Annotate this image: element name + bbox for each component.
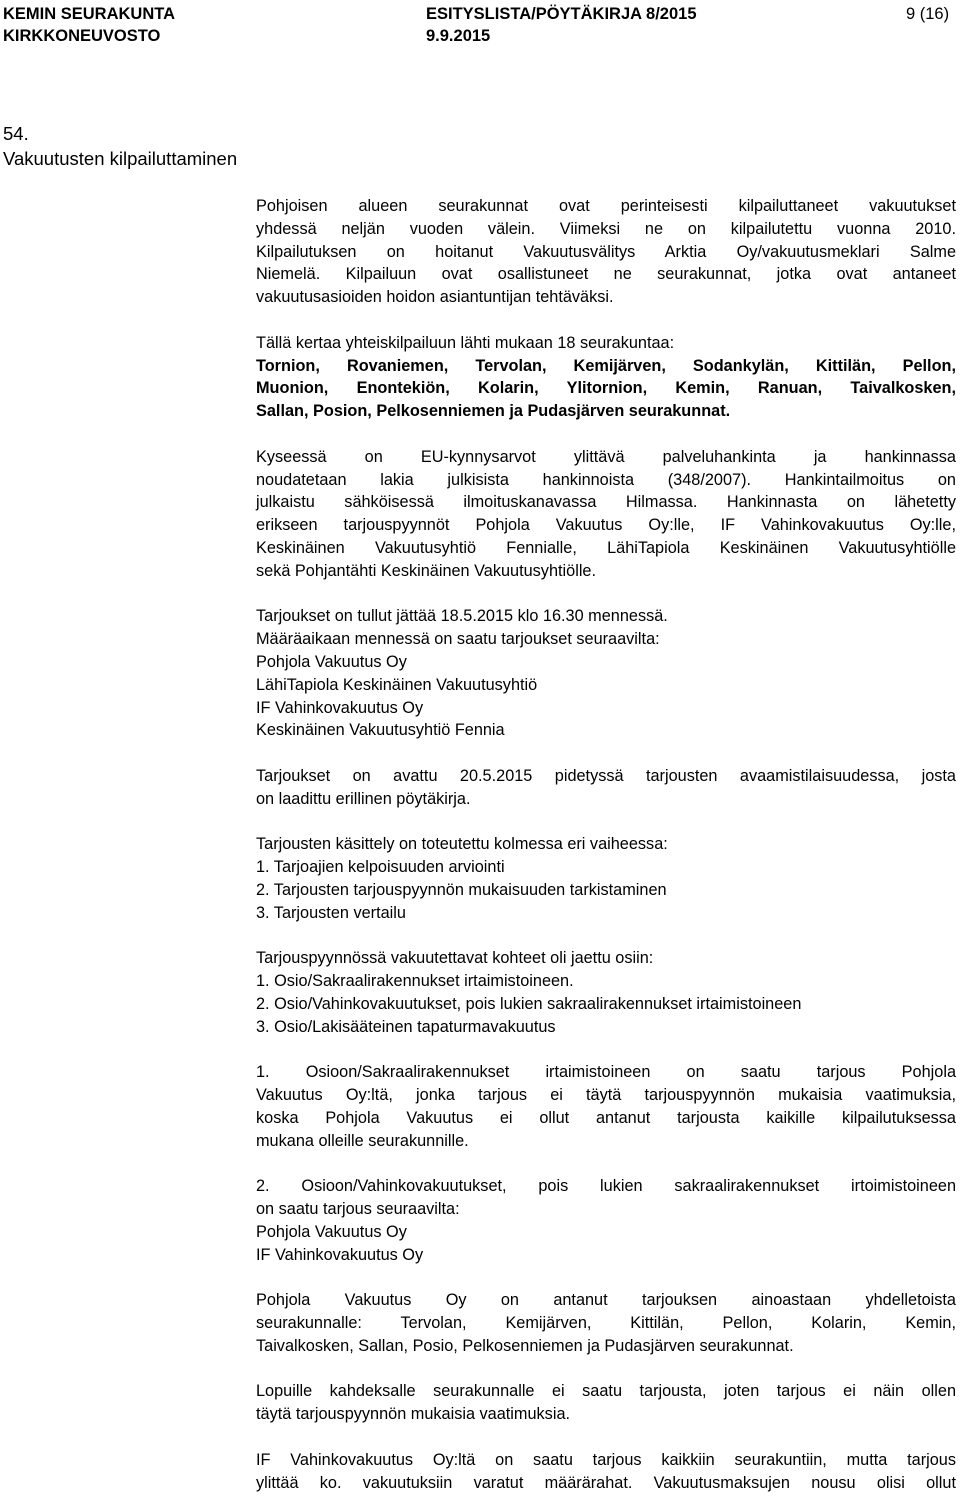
- text-line: on saatu tarjous seuraavilta:: [256, 1200, 460, 1219]
- paragraph-sections: [256, 947, 956, 1038]
- paragraph-phases: [256, 833, 956, 924]
- list-item: 3. Osio/Lakisääteinen tapaturmavakuutus: [256, 1017, 556, 1036]
- text-line: Pohjoisen alueen seurakunnat ovat perinteisesti kilpailuttaneet vakuutukset: [256, 197, 956, 215]
- header-page-number: 9 (16): [906, 5, 950, 23]
- list-item: 1. Tarjoajien kelpoisuuden arviointi: [256, 858, 505, 877]
- text-line: erikseen tarjouspyynnöt Pohjola Vakuutus Oy:lle, IF Vahinkovakuutus Oy:lle,: [256, 516, 956, 535]
- text-line: koska Pohjola Vakuutus ei ollut antanut tarjousta kaikille kilpailutuksessa: [256, 1108, 956, 1127]
- paragraph-background: [256, 195, 956, 309]
- text-line: Pohjola Vakuutus Oy: [256, 652, 407, 671]
- text-line: Keskinäinen Vakuutusyhtiö Fennialle, LähiTapiola Keskinäinen Vakuutusyhtiölle: [256, 538, 956, 557]
- paragraph-opening: [256, 765, 956, 811]
- list-item: 1. Osio/Sakraalirakennukset irtaimistoineen.: [256, 972, 574, 991]
- text-line: noudatetaan lakia julkisista hankinnoista (348/2007). Hankintailmoitus on: [256, 470, 956, 489]
- text-line: Tarjoukset on avattu 20.5.2015 pidetyssä tarjousten avaamistilaisuudessa, josta: [256, 766, 956, 785]
- text-line: LähiTapiola Keskinäinen Vakuutusyhtiö: [256, 675, 538, 694]
- paragraph-participants: [256, 332, 956, 423]
- header-date: 9.9.2015: [426, 27, 491, 45]
- header-body: KIRKKONEUVOSTO: [3, 27, 161, 45]
- document-body: [256, 195, 956, 1494]
- text-line: Pohjola Vakuutus Oy on antanut tarjouksen ainoastaan yhdelletoista: [256, 1291, 956, 1310]
- text-line: Tarjousten käsittely on toteutettu kolmessa eri vaiheessa:: [256, 835, 668, 854]
- text-line: 1. Osioon/Sakraalirakennukset irtaimistoineen on saatu tarjous Pohjola: [256, 1063, 956, 1082]
- list-item: 2. Osio/Vahinkovakuutukset, pois lukien sakraalirakennukset irtaimistoineen: [256, 994, 802, 1013]
- text-line: Keskinäinen Vakuutusyhtiö Fennia: [256, 721, 505, 740]
- paragraph-offers-received: [256, 605, 956, 742]
- text-line: IF Vahinkovakuutus Oy: [256, 698, 424, 717]
- header-org: KEMIN SEURAKUNTA: [3, 5, 176, 23]
- text-line: 2. Osioon/Vahinkovakuutukset, pois lukien sakraalirakennukset irtoimistoineen: [256, 1177, 956, 1196]
- text-line: Määräaikaan mennessä on saatu tarjoukset seuraavilta:: [256, 630, 660, 649]
- paragraph-section-1: [256, 1061, 956, 1152]
- text-line: Pohjola Vakuutus Oy: [256, 1222, 407, 1241]
- paragraph-remaining: [256, 1380, 956, 1426]
- text-line: yhdessä neljän vuoden välein. Viimeksi ne on kilpailutettu vuonna 2010.: [256, 219, 956, 238]
- text-line: ylittää ko. vakuutuksiin varatut määrärahat. Vakuutusmaksujen nousu olisi ollut: [256, 1473, 956, 1492]
- paragraph-section-2: [256, 1175, 956, 1266]
- header-doc: ESITYSLISTA/PÖYTÄKIRJA 8/2015: [426, 5, 697, 23]
- header-middle: [426, 3, 697, 47]
- text-line-bold: Tornion, Rovaniemen, Tervolan, Kemijärven, Sodankylän, Kittilän, Pellon,: [256, 356, 956, 375]
- paragraph-procurement: [256, 446, 956, 583]
- section-heading: [3, 121, 237, 171]
- text-line: täytä tarjouspyynnön mukaisia vaatimuksia.: [256, 1405, 571, 1424]
- text-line: Tarjoukset on tullut jättää 18.5.2015 klo 16.30 mennessä.: [256, 607, 668, 626]
- text-line-bold: Sallan, Posion, Pelkosenniemen ja Pudasjärven seurakunnat.: [256, 402, 731, 421]
- list-item: 2. Tarjousten tarjouspyynnön mukaisuuden tarkistaminen: [256, 880, 667, 899]
- text-line: Tarjouspyynnössä vakuutettavat kohteet oli jaettu osiin:: [256, 949, 654, 968]
- text-line: Taivalkosken, Sallan, Posio, Pelkosenniemen ja Pudasjärven seurakunnat.: [256, 1336, 794, 1355]
- paragraph-pohjola-offer: [256, 1289, 956, 1357]
- text-line: vakuutusasioiden hoidon asiantuntijan tehtäväksi.: [256, 288, 614, 307]
- text-line: on laadittu erillinen pöytäkirja.: [256, 789, 471, 808]
- text-line-bold: Muonion, Enontekiön, Kolarin, Ylitornion, Kemin, Ranuan, Taivalkosken,: [256, 379, 956, 398]
- section-number: 54.: [3, 123, 29, 144]
- text-line: IF Vahinkovakuutus Oy:ltä on saatu tarjous kaikkiin seurakuntiin, mutta tarjous: [256, 1450, 956, 1469]
- paragraph-if-offer: [256, 1449, 956, 1495]
- section-title: Vakuutusten kilpailuttaminen: [3, 148, 238, 169]
- text-line: Vakuutus Oy:ltä, jonka tarjous ei täytä tarjouspyynnön mukaisia vaatimuksia,: [256, 1086, 956, 1105]
- text-line: Kilpailutuksen on hoitanut Vakuutusvälitys Arktia Oy/vakuutusmeklari Salme: [256, 242, 956, 261]
- text-line: julkaistu sähköisessä ilmoituskanavassa Hilmassa. Hankinnasta on lähetetty: [256, 493, 956, 512]
- header-left: [3, 3, 175, 47]
- text-line: Kyseessä on EU-kynnysarvot ylittävä palveluhankinta ja hankinnassa: [256, 447, 956, 466]
- text-line: sekä Pohjantähti Keskinäinen Vakuutusyhtiölle.: [256, 561, 597, 580]
- text-line: mukana olleille seurakunnille.: [256, 1131, 469, 1150]
- text-line: seurakunnalle: Tervolan, Kemijärven, Kittilän, Pellon, Kolarin, Kemin,: [256, 1314, 956, 1333]
- text-line: IF Vahinkovakuutus Oy: [256, 1245, 424, 1264]
- list-item: 3. Tarjousten vertailu: [256, 903, 406, 922]
- text-line: Tällä kertaa yhteiskilpailuun lähti mukaan 18 seurakuntaa:: [256, 333, 675, 352]
- text-line: Lopuille kahdeksalle seurakunnalle ei saatu tarjousta, joten tarjous ei näin ollen: [256, 1382, 956, 1401]
- text-line: Niemelä. Kilpailuun ovat osallistuneet ne seurakunnat, jotka ovat antaneet: [256, 265, 956, 284]
